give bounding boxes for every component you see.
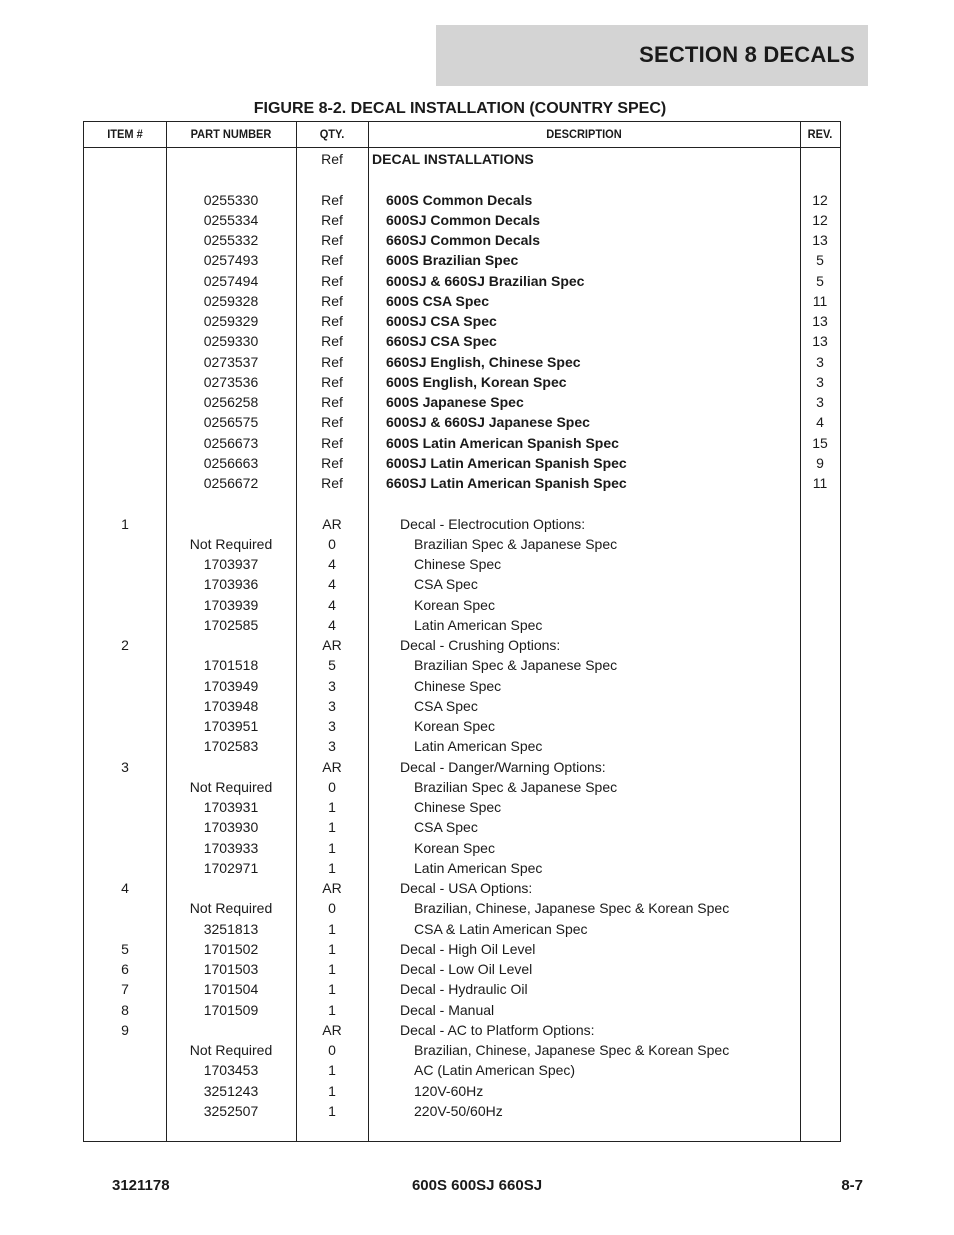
description: Korean Spec bbox=[414, 597, 495, 613]
description: Decal - High Oil Level bbox=[400, 941, 536, 957]
quantity: 1 bbox=[328, 799, 336, 815]
revision: 3 bbox=[816, 374, 824, 390]
description: 660SJ CSA Spec bbox=[386, 333, 497, 349]
column-header-item: ITEM # bbox=[107, 127, 143, 141]
parts-table bbox=[83, 121, 841, 1142]
part-number: 0259330 bbox=[203, 333, 259, 349]
table-row bbox=[84, 250, 840, 270]
table-row bbox=[84, 797, 840, 817]
table-row bbox=[84, 595, 840, 615]
quantity: 0 bbox=[328, 779, 336, 795]
part-number: 1702583 bbox=[203, 738, 259, 754]
quantity: Ref bbox=[321, 394, 343, 410]
revision: 3 bbox=[816, 394, 824, 410]
revision: 11 bbox=[812, 293, 828, 309]
column-header-qty: QTY. bbox=[319, 127, 345, 141]
quantity: 1 bbox=[328, 941, 336, 957]
part-number: 0257494 bbox=[203, 273, 259, 289]
table-row bbox=[84, 635, 840, 655]
description: Brazilian Spec & Japanese Spec bbox=[414, 536, 618, 552]
description: Latin American Spec bbox=[414, 738, 543, 754]
table-row bbox=[84, 858, 840, 878]
description: 600SJ Latin American Spanish Spec bbox=[386, 455, 627, 471]
description: 600S Brazilian Spec bbox=[386, 252, 519, 268]
quantity: Ref bbox=[321, 273, 343, 289]
quantity: 1 bbox=[328, 981, 336, 997]
description: CSA Spec bbox=[414, 576, 478, 592]
item-number: 5 bbox=[121, 941, 129, 957]
part-number: 1701503 bbox=[203, 961, 259, 977]
footer-page-number: 8-7 bbox=[841, 1177, 863, 1194]
table-row bbox=[84, 878, 840, 898]
description: Chinese Spec bbox=[414, 799, 502, 815]
table-row bbox=[84, 230, 840, 250]
description: Brazilian Spec & Japanese Spec bbox=[414, 657, 618, 673]
quantity: 1 bbox=[328, 819, 336, 835]
quantity: 1 bbox=[328, 1062, 336, 1078]
quantity: 3 bbox=[328, 698, 336, 714]
quantity: 1 bbox=[328, 840, 336, 856]
description: AC (Latin American Spec) bbox=[414, 1062, 576, 1078]
part-number: 0256258 bbox=[203, 394, 259, 410]
description: 600S Common Decals bbox=[386, 192, 533, 208]
description: Decal - Crushing Options: bbox=[400, 637, 561, 653]
item-number: 1 bbox=[121, 516, 129, 532]
part-number: 1701502 bbox=[203, 941, 259, 957]
table-row bbox=[84, 898, 840, 918]
quantity: 3 bbox=[328, 738, 336, 754]
part-number: 0256672 bbox=[203, 475, 259, 491]
quantity: Ref bbox=[321, 252, 343, 268]
table-row bbox=[84, 574, 840, 594]
description: CSA Spec bbox=[414, 819, 478, 835]
description: 660SJ Common Decals bbox=[386, 232, 541, 248]
quantity: 0 bbox=[328, 1042, 336, 1058]
description: Decal - Manual bbox=[400, 1002, 495, 1018]
description: 660SJ Latin American Spanish Spec bbox=[386, 475, 627, 491]
part-number: 3252507 bbox=[203, 1103, 259, 1119]
quantity: 4 bbox=[328, 556, 336, 572]
part-number: 0255330 bbox=[203, 192, 259, 208]
table-row bbox=[84, 1101, 840, 1121]
part-number: 3251243 bbox=[203, 1083, 259, 1099]
description: Decal - Danger/Warning Options: bbox=[400, 759, 606, 775]
revision: 12 bbox=[812, 192, 828, 208]
revision: 13 bbox=[812, 313, 828, 329]
quantity: Ref bbox=[321, 333, 343, 349]
item-number: 8 bbox=[121, 1002, 129, 1018]
description: 600S Latin American Spanish Spec bbox=[386, 435, 619, 451]
description: 660SJ English, Chinese Spec bbox=[386, 354, 581, 370]
description: Brazilian Spec & Japanese Spec bbox=[414, 779, 618, 795]
table-row bbox=[84, 919, 840, 939]
part-number: 0256663 bbox=[203, 455, 259, 471]
column-header-description: DESCRIPTION bbox=[546, 127, 622, 141]
part-number: 1703453 bbox=[203, 1062, 259, 1078]
part-number: 0256673 bbox=[203, 435, 259, 451]
part-number: 1701518 bbox=[203, 657, 259, 673]
quantity: AR bbox=[322, 637, 342, 653]
quantity: AR bbox=[322, 759, 342, 775]
quantity: 0 bbox=[328, 536, 336, 552]
description: Decal - USA Options: bbox=[400, 880, 533, 896]
revision: 5 bbox=[816, 252, 824, 268]
quantity: Ref bbox=[321, 414, 343, 430]
quantity: Ref bbox=[321, 232, 343, 248]
description: Decal - Low Oil Level bbox=[400, 961, 533, 977]
item-number: 6 bbox=[121, 961, 129, 977]
quantity: Ref bbox=[321, 192, 343, 208]
table-row bbox=[84, 271, 840, 291]
part-number: 1701504 bbox=[203, 981, 259, 997]
description: Chinese Spec bbox=[414, 556, 502, 572]
quantity: 4 bbox=[328, 617, 336, 633]
description: 600S English, Korean Spec bbox=[386, 374, 567, 390]
item-number: 9 bbox=[121, 1022, 129, 1038]
table-row bbox=[84, 210, 840, 230]
quantity: 4 bbox=[328, 597, 336, 613]
part-number: 0255332 bbox=[203, 232, 259, 248]
table-row bbox=[84, 534, 840, 554]
column-header-part-number: PART NUMBER bbox=[190, 127, 272, 141]
quantity: Ref bbox=[321, 455, 343, 471]
table-row bbox=[84, 291, 840, 311]
quantity: Ref bbox=[321, 354, 343, 370]
part-number: 0257493 bbox=[203, 252, 259, 268]
revision: 11 bbox=[812, 475, 828, 491]
revision: 5 bbox=[816, 273, 824, 289]
part-number: 1701509 bbox=[203, 1002, 259, 1018]
part-number: 1703949 bbox=[203, 678, 259, 694]
section-title: SECTION 8 DECALS bbox=[639, 42, 855, 67]
revision: 13 bbox=[812, 333, 828, 349]
column-header-rev: REV. bbox=[807, 127, 833, 141]
quantity: 0 bbox=[328, 900, 336, 916]
revision: 13 bbox=[812, 232, 828, 248]
header-divider bbox=[84, 147, 840, 148]
table-row bbox=[84, 473, 840, 493]
table-row bbox=[84, 453, 840, 473]
revision: 3 bbox=[816, 354, 824, 370]
table-row bbox=[84, 514, 840, 534]
quantity: 1 bbox=[328, 1083, 336, 1099]
part-number: 3251813 bbox=[203, 921, 259, 937]
quantity: Ref bbox=[321, 435, 343, 451]
part-number: Not Required bbox=[189, 779, 273, 795]
revision: 12 bbox=[812, 212, 828, 228]
quantity: 4 bbox=[328, 576, 336, 592]
description: 600SJ & 660SJ Brazilian Spec bbox=[386, 273, 585, 289]
part-number: Not Required bbox=[189, 536, 273, 552]
item-number: 7 bbox=[121, 981, 129, 997]
part-number: 0259329 bbox=[203, 313, 259, 329]
quantity: 1 bbox=[328, 860, 336, 876]
table-row bbox=[84, 1040, 840, 1060]
table-row bbox=[84, 311, 840, 331]
description: 600S CSA Spec bbox=[386, 293, 489, 309]
description: DECAL INSTALLATIONS bbox=[372, 151, 534, 167]
table-row bbox=[84, 1020, 840, 1040]
part-number: 0255334 bbox=[203, 212, 259, 228]
part-number: 1703936 bbox=[203, 576, 259, 592]
quantity: 1 bbox=[328, 961, 336, 977]
part-number: 1703931 bbox=[203, 799, 259, 815]
section-header bbox=[436, 25, 868, 86]
item-number: 3 bbox=[121, 759, 129, 775]
table-row bbox=[84, 554, 840, 574]
table-row bbox=[84, 149, 840, 169]
table-row bbox=[84, 615, 840, 635]
description: 600SJ Common Decals bbox=[386, 212, 541, 228]
revision: 4 bbox=[816, 414, 824, 430]
table-row bbox=[84, 838, 840, 858]
quantity: Ref bbox=[321, 293, 343, 309]
quantity: Ref bbox=[321, 374, 343, 390]
table-row bbox=[84, 392, 840, 412]
part-number: 0273537 bbox=[203, 354, 259, 370]
revision: 9 bbox=[816, 455, 824, 471]
part-number: 0259328 bbox=[203, 293, 259, 309]
quantity: 1 bbox=[328, 921, 336, 937]
quantity: Ref bbox=[321, 151, 343, 167]
quantity: Ref bbox=[321, 475, 343, 491]
description: Latin American Spec bbox=[414, 617, 543, 633]
quantity: AR bbox=[322, 1022, 342, 1038]
table-row bbox=[84, 676, 840, 696]
description: 600S Japanese Spec bbox=[386, 394, 524, 410]
revision: 15 bbox=[812, 435, 828, 451]
description: Brazilian, Chinese, Japanese Spec & Korean Spec bbox=[414, 900, 730, 916]
part-number: 0273536 bbox=[203, 374, 259, 390]
description: Chinese Spec bbox=[414, 678, 502, 694]
item-number: 2 bbox=[121, 637, 129, 653]
table-row bbox=[84, 190, 840, 210]
description: 220V-50/60Hz bbox=[414, 1103, 503, 1119]
part-number: 1703930 bbox=[203, 819, 259, 835]
part-number: 0256575 bbox=[203, 414, 259, 430]
description: Decal - Hydraulic Oil bbox=[400, 981, 528, 997]
table-row bbox=[84, 757, 840, 777]
table-row bbox=[84, 979, 840, 999]
part-number: 1702585 bbox=[203, 617, 259, 633]
part-number: 1702971 bbox=[203, 860, 259, 876]
table-row bbox=[84, 655, 840, 675]
description: Korean Spec bbox=[414, 718, 495, 734]
quantity: AR bbox=[322, 516, 342, 532]
table-row bbox=[84, 352, 840, 372]
item-number: 4 bbox=[121, 880, 129, 896]
table-row bbox=[84, 433, 840, 453]
quantity: 3 bbox=[328, 718, 336, 734]
footer-doc-number: 3121178 bbox=[112, 1177, 170, 1194]
table-row bbox=[84, 959, 840, 979]
table-row bbox=[84, 696, 840, 716]
footer-models: 600S 600SJ 660SJ bbox=[411, 1177, 543, 1194]
part-number: 1703948 bbox=[203, 698, 259, 714]
part-number: 1703937 bbox=[203, 556, 259, 572]
table-row bbox=[84, 777, 840, 797]
description: CSA & Latin American Spec bbox=[414, 921, 588, 937]
table-row bbox=[84, 939, 840, 959]
table-row bbox=[84, 1000, 840, 1020]
quantity: AR bbox=[322, 880, 342, 896]
description: Korean Spec bbox=[414, 840, 495, 856]
quantity: Ref bbox=[321, 212, 343, 228]
description: Decal - AC to Platform Options: bbox=[400, 1022, 595, 1038]
table-row bbox=[84, 716, 840, 736]
table-row bbox=[84, 817, 840, 837]
quantity: 3 bbox=[328, 678, 336, 694]
figure-title: FIGURE 8-2. DECAL INSTALLATION (COUNTRY SPEC) bbox=[253, 100, 667, 117]
description: 600SJ CSA Spec bbox=[386, 313, 497, 329]
description: Decal - Electrocution Options: bbox=[400, 516, 586, 532]
part-number: Not Required bbox=[189, 1042, 273, 1058]
table-row bbox=[84, 372, 840, 392]
description: 600SJ & 660SJ Japanese Spec bbox=[386, 414, 590, 430]
table-row bbox=[84, 1081, 840, 1101]
quantity: 1 bbox=[328, 1103, 336, 1119]
part-number: 1703939 bbox=[203, 597, 259, 613]
quantity: 1 bbox=[328, 1002, 336, 1018]
part-number: Not Required bbox=[189, 900, 273, 916]
quantity: Ref bbox=[321, 313, 343, 329]
table-row bbox=[84, 412, 840, 432]
table-row bbox=[84, 736, 840, 756]
table-row bbox=[84, 331, 840, 351]
description: Latin American Spec bbox=[414, 860, 543, 876]
description: Brazilian, Chinese, Japanese Spec & Korean Spec bbox=[414, 1042, 730, 1058]
part-number: 1703951 bbox=[203, 718, 259, 734]
description: CSA Spec bbox=[414, 698, 478, 714]
quantity: 5 bbox=[328, 657, 336, 673]
description: 120V-60Hz bbox=[414, 1083, 484, 1099]
part-number: 1703933 bbox=[203, 840, 259, 856]
table-row bbox=[84, 1060, 840, 1080]
